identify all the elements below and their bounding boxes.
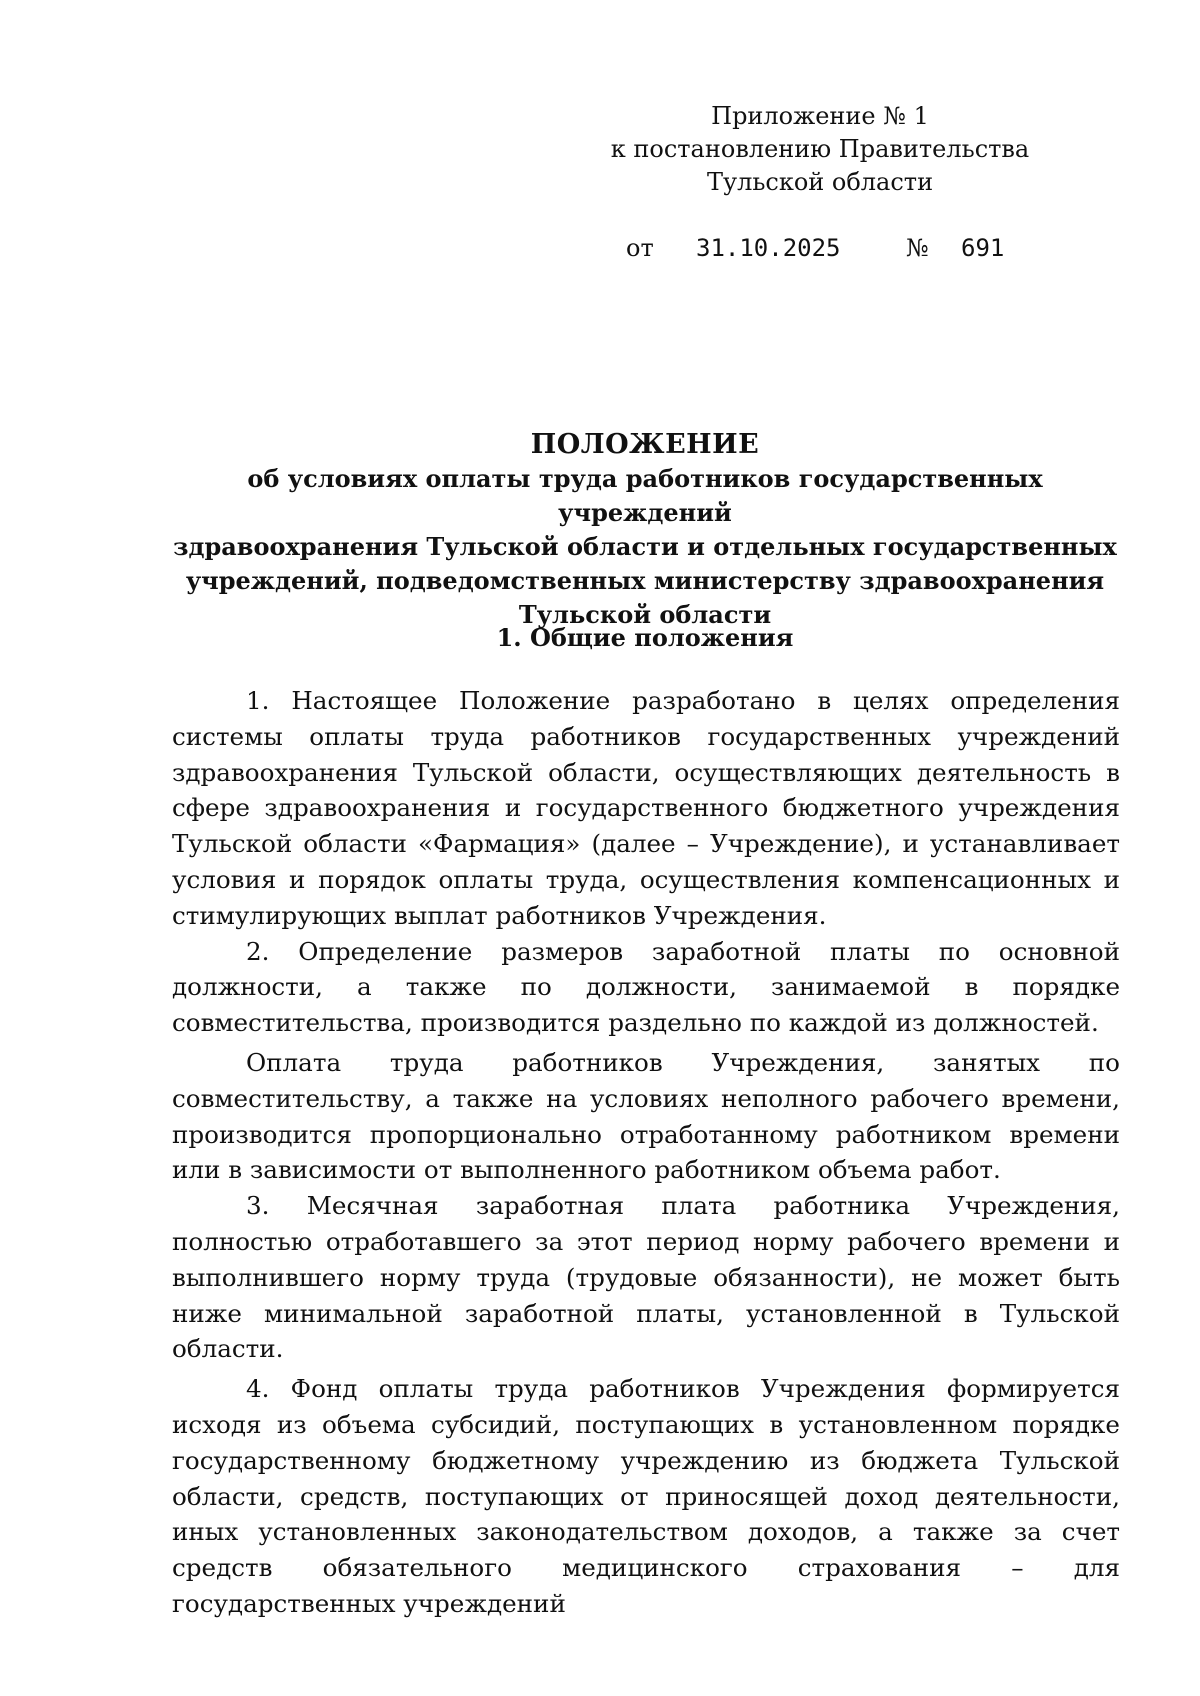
document-title bbox=[170, 428, 1120, 632]
attachment-reference: к постановлению Правительства bbox=[610, 135, 1030, 163]
paragraph: 2. Определение размеров заработной платы по основной должности, а также по должности, занимаемой в порядке совместительства, производится раздельно по каждой из должностей. bbox=[172, 936, 1120, 1038]
section-heading: 1. Общие положения bbox=[496, 623, 794, 652]
title-subtitle-line: Тульской области bbox=[518, 600, 772, 629]
title-main: ПОЛОЖЕНИЕ bbox=[530, 429, 760, 460]
document-body bbox=[172, 683, 1120, 1622]
number-label: № bbox=[906, 234, 929, 262]
title-subtitle-line: здравоохранения Тульской области и отдельных государственных bbox=[173, 532, 1117, 561]
document-number: 691 bbox=[961, 234, 1005, 262]
attachment-header bbox=[600, 100, 1040, 199]
paragraph: 1. Настоящее Положение разработано в целях определения системы оплаты труда работников государственных учреждений здравоохранения Тульской области, осуществляющих деятельность в сфере здравоохранения и государственного бюджетного учреждения Тульской области «Фармация» (далее – Учреждение), и устанавливает условия и порядок оплаты труда, осуществления компенсационных и стимулирующих выплат работников Учреждения. bbox=[172, 686, 1120, 930]
attachment-number: Приложение № 1 bbox=[711, 102, 929, 130]
document-date: 31.10.2025 bbox=[696, 234, 841, 262]
attachment-region: Тульской области bbox=[706, 168, 934, 196]
title-subtitle-line: об условиях оплаты труда работников государственных учреждений bbox=[247, 464, 1043, 527]
paragraph: 4. Фонд оплаты труда работников Учреждения формируется исходя из объема субсидий, поступающих в установленном порядке государственному бюджетному учреждению из бюджета Тульской области, средств, поступающих от приносящей доход деятельности, иных установленных законодательством доходов, а также за счет средств обязательного медицинского страхования – для государственных учреждений bbox=[172, 1374, 1120, 1618]
paragraph: Оплата труда работников Учреждения, занятых по совместительству, а также на условиях неполного рабочего времени, производится пропорционально отработанному работником времени или в зависимости от выполненного работником объема работ. bbox=[172, 1047, 1120, 1185]
paragraph: 3. Месячная заработная плата работника Учреждения, полностью отработавшего за этот период норму рабочего времени и выполнившего норму труда (трудовые обязанности), не может быть ниже минимальной заработной платы, установленной в Тульской области. bbox=[172, 1191, 1120, 1364]
date-label: от bbox=[626, 234, 654, 262]
title-subtitle-line: учреждений, подведомственных министерству здравоохранения bbox=[185, 566, 1105, 595]
